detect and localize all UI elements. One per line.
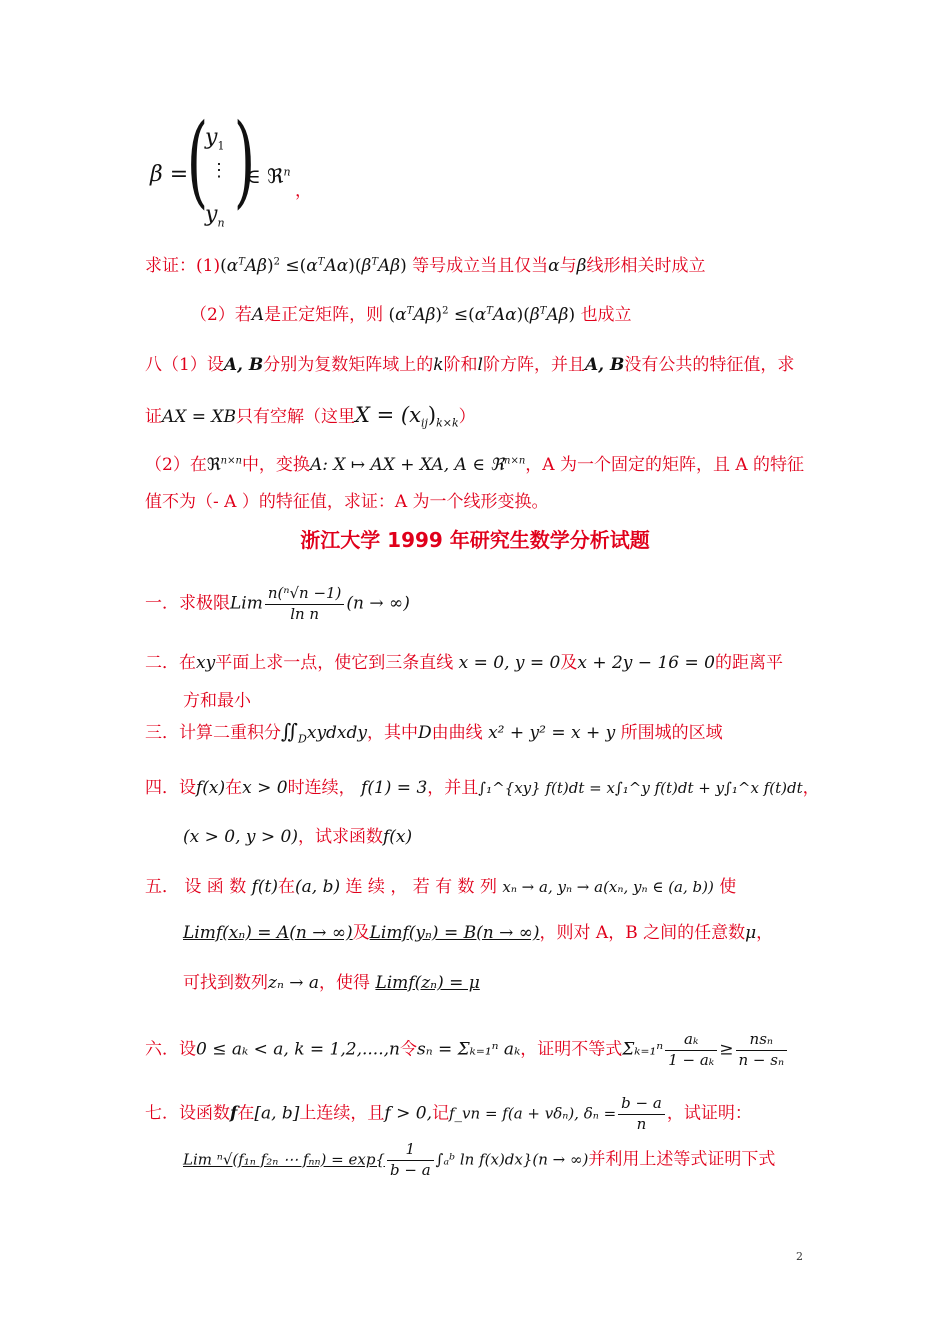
question-6: 六．设0 ≤ aₖ < a, k = 1,2,....,n令sₙ = Σₖ₌₁ⁿ aₖ，证明不等式Σₖ₌₁ⁿ $\frac{\text{aₖ}}{\text{1 − aₖ}}$ ≥ $\frac{\text{nsₙ}}{\text{n − sₙ}}$ [145,1030,820,1070]
question-7-formula: Lim ⁿ√(f₁ₙ f₂ₙ ⋯ fₙₙ) = exp{ $\frac{1}{b - a}$ ∫ₐᵇ ln f(x)dx}(n → ∞)并利用上述等式证明下式 [183,1140,776,1179]
yn: $y_n$ [205,202,225,230]
question-2: 二．在xy平面上求一点，使它到三条直线 x = 0, y = 0及x + 2y − 16 = 0的距离平 [145,653,783,673]
problem-8-part2-cont: 值不为（- A ）的特征值，求证：A 为一个线形变换。 [145,492,549,512]
question-5-line3: 可找到数列zₙ → a，使得 Limf(zₙ) = μ [183,973,480,993]
problem-8-part1-cont: 证AX = XB只有空解（这里$X = (x_{ij})_{k\times k}$） [145,403,476,430]
question-7: 七．设函数f在[a, b]上连续，且f > 0,记f_vn = f(a + vδₙ), δₙ = $\frac{b - a}{n}$ ，试证明： [145,1094,752,1133]
page-number: 2 [796,1250,803,1263]
beta-symbol: β = [150,162,189,187]
left-paren: ( [186,102,209,219]
question-5: 五． 设 函 数 f(t)在(a, b) 连 续 ， 若 有 数 列 xₙ → a, yₙ → a(xₙ, yₙ ∈ (a, b)) 使 [145,877,737,897]
problem-8-part1: 八（1）设A, B分别为复数矩阵域上的k阶和l阶方阵，并且A, B没有公共的特征值，求 [145,355,795,375]
vertical-dots: ⋮ [210,160,228,181]
question-5-line2: Limf(xₙ) = A(n → ∞)及Limf(yₙ) = B(n → ∞)，则对 A，B 之间的任意数μ， [183,923,774,943]
question-2-cont: 方和最小 [183,691,251,711]
y1: $y_1$ [205,125,225,153]
question-4-cont: (x > 0, y > 0)，试求函数f(x) [183,827,413,847]
question-3: 三．计算二重积分$∬_Dxydxdy$，其中D由曲线 x² + y² = x + y 所围城的区域 [145,719,723,746]
question-4: 四．设f(x)在x > 0时连续， f(1) = 3，并且∫₁^{xy} f(t)dt = x∫₁^y f(t)dt + y∫₁^x f(t)dt， [145,778,820,798]
in-rn: ∈ ℜ$^n$ [246,164,291,188]
problem-8-part2: （2）在ℜ$^{n\times n}$中，变换A: X ↦ AX + XA, A ∈ ℜ$^{n\times n}$，A 为一个固定的矩阵，且 A 的特征 [145,455,805,475]
beta-vector [150,102,330,235]
exam-title: 浙江大学 1999 年研究生数学分析试题 [300,528,650,552]
right-paren: ) [233,102,256,219]
proof-line-1: 求证：$(1)(\alpha^TA\beta)^2 \le(\alpha^TA\alpha)(\beta^TA\beta)$ 等号成立当且仅当α与β线形相关时成立 [145,256,706,276]
comma: ， [295,181,312,201]
question-1: 一．求极限Lim $\frac{\text{n(ⁿ√n −1)}}{\text{ln n}}$ (n → ∞) [145,584,410,623]
proof-line-2: （2）若A是正定矩阵，则 $(\alpha^TA\beta)^2 \le(\alpha^TA\alpha)(\beta^TA\beta)$ 也成立 [190,305,632,325]
